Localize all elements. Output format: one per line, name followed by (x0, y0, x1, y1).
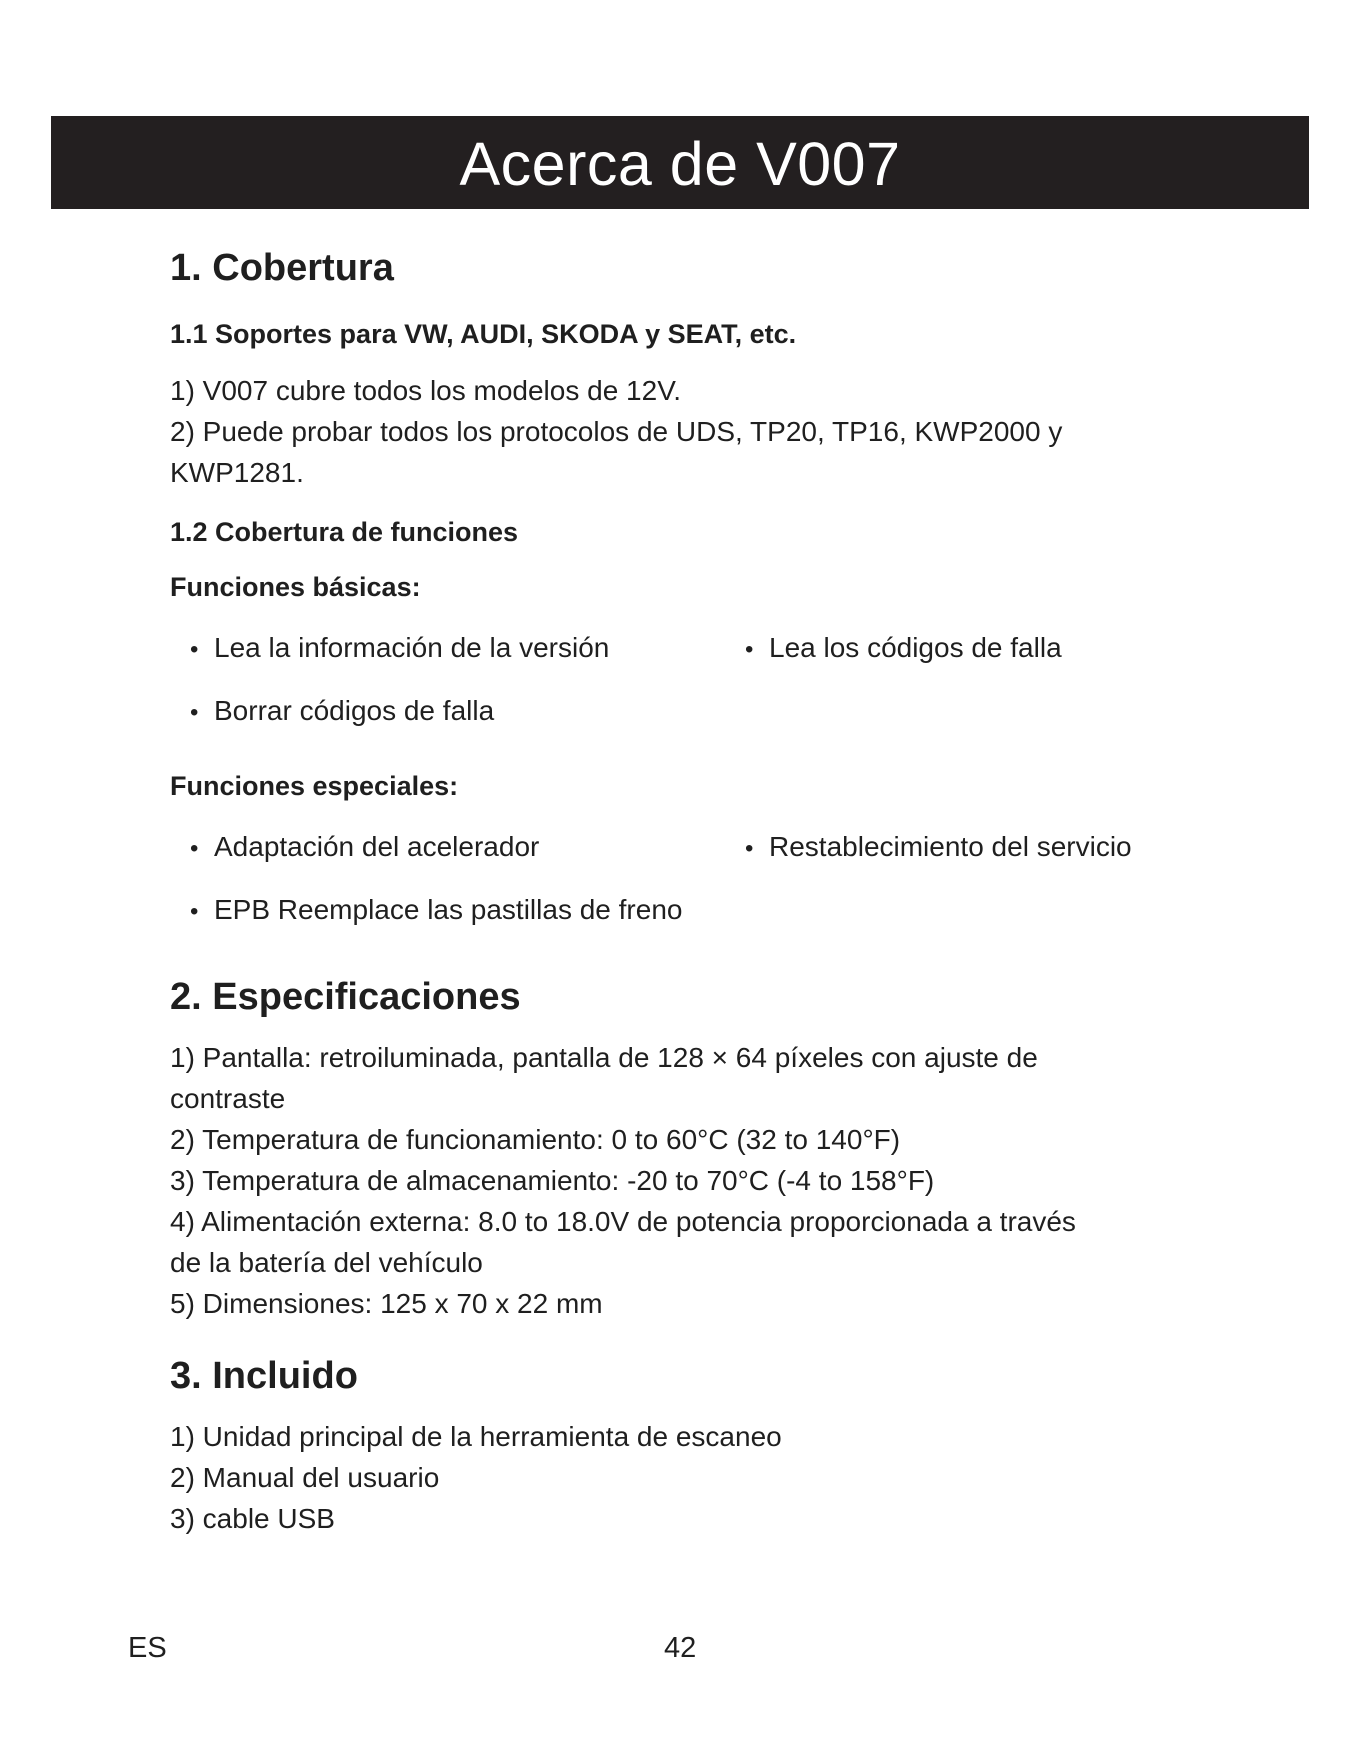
text-line: 3) cable USB (170, 1503, 335, 1535)
list-item-label: Adaptación del acelerador (214, 830, 540, 862)
bullet-icon: • (190, 897, 199, 925)
list-item (745, 826, 1200, 869)
text-line: 1) Pantalla: retroiluminada, pantalla de 128 × 64 píxeles con ajuste de (170, 1041, 1038, 1073)
page-title: Acerca de V007 (459, 130, 901, 198)
bullet-icon: • (190, 698, 199, 726)
text-line: 5) Dimensiones: 125 x 70 x 22 mm (170, 1287, 603, 1319)
list-item-label: Lea la información de la versión (214, 631, 610, 663)
text-line: 2) Puede probar todos los protocolos de UDS, TP20, TP16, KWP2000 y (170, 415, 1063, 447)
included-items-list (170, 1416, 1200, 1539)
list-item-label: Lea los códigos de falla (769, 631, 1062, 663)
section-heading-incluido: 3. Incluido (170, 1354, 358, 1397)
text-line: KWP1281. (170, 456, 304, 488)
list-item (745, 627, 1200, 670)
bullet-icon: • (190, 635, 199, 663)
special-functions-list (170, 826, 1200, 932)
soportes-paragraph (170, 370, 1200, 493)
subsection-heading-soportes: 1.1 Soportes para VW, AUDI, SKODA y SEAT, etc. (170, 318, 797, 349)
text-line: 4) Alimentación externa: 8.0 to 18.0V de potencia proporcionada a través (170, 1205, 1076, 1237)
text-line: 1) V007 cubre todos los modelos de 12V. (170, 374, 682, 406)
list-item (190, 627, 745, 670)
special-functions-label: Funciones especiales: (170, 770, 459, 801)
text-line: 2) Temperatura de funcionamiento: 0 to 60°C (32 to 140°F) (170, 1123, 901, 1155)
text-line: 2) Manual del usuario (170, 1462, 440, 1494)
specifications-list (170, 1037, 1200, 1324)
document-body (170, 240, 1200, 1539)
list-item-label: Restablecimiento del servicio (769, 830, 1132, 862)
text-line: 3) Temperatura de almacenamiento: -20 to 70°C (-4 to 158°F) (170, 1164, 935, 1196)
list-item (190, 826, 745, 869)
footer-language-code: ES (128, 1632, 167, 1664)
section-heading-cobertura: 1. Cobertura (170, 247, 394, 289)
title-banner (51, 116, 1309, 209)
text-line: de la batería del vehículo (170, 1246, 483, 1278)
list-item-label: EPB Reemplace las pastillas de freno (214, 893, 683, 925)
basic-functions-label: Funciones básicas: (170, 571, 421, 602)
bullet-icon: • (190, 834, 199, 862)
text-line: 1) Unidad principal de la herramienta de escaneo (170, 1421, 782, 1453)
bullet-icon: • (745, 635, 754, 663)
list-item-label: Borrar códigos de falla (214, 694, 495, 726)
text-line: contraste (170, 1082, 286, 1114)
list-item (190, 889, 745, 932)
subsection-heading-funciones: 1.2 Cobertura de funciones (170, 516, 519, 547)
page-number: 42 (664, 1632, 697, 1664)
section-heading-especificaciones: 2. Especificaciones (170, 975, 521, 1018)
basic-functions-list (170, 627, 1200, 733)
bullet-icon: • (745, 834, 754, 862)
list-item (190, 690, 745, 733)
